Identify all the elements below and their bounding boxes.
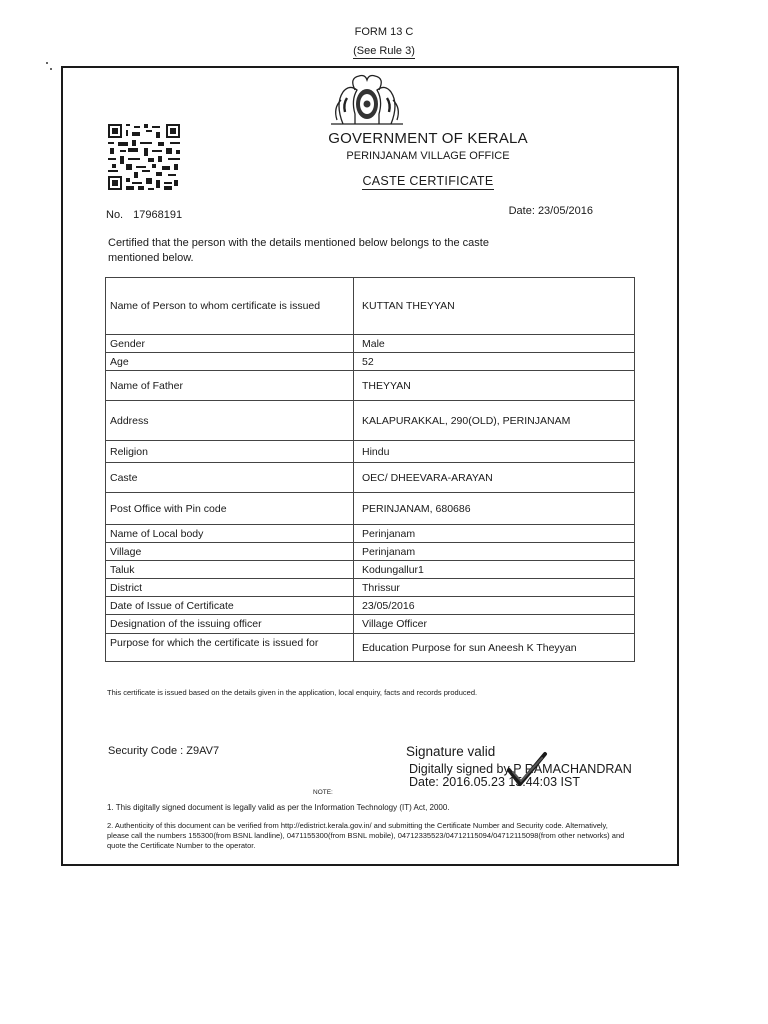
table-row (106, 634, 635, 662)
note-heading: NOTE: (313, 789, 333, 796)
row-label: Taluk (106, 561, 354, 579)
scan-speck (50, 68, 52, 70)
table-row (106, 597, 635, 615)
row-value: KALAPURAKKAL, 290(OLD), PERINJANAM (354, 401, 635, 441)
table-row (106, 579, 635, 597)
table-row (106, 463, 635, 493)
certificate-number (106, 209, 182, 221)
row-value: PERINJANAM, 680686 (354, 493, 635, 525)
table-row (106, 525, 635, 543)
row-value: OEC/ DHEEVARA-ARAYAN (354, 463, 635, 493)
row-value: 52 (354, 353, 635, 371)
row-value: Village Officer (354, 615, 635, 634)
row-label: Name of Father (106, 371, 354, 401)
certificate-frame (61, 66, 679, 866)
row-label: Address (106, 401, 354, 441)
table-row (106, 371, 635, 401)
row-value: Education Purpose for sun Aneesh K Theyyan (354, 634, 635, 662)
row-value: Male (354, 335, 635, 353)
note-item: 1. This digitally signed document is legally valid as per the Information Technology (IT) Act, 2000. (107, 803, 450, 812)
table-row (106, 493, 635, 525)
table-row (106, 401, 635, 441)
row-label: Name of Local body (106, 525, 354, 543)
certificate-date: Date: 23/05/2016 (508, 205, 593, 217)
row-label: Post Office with Pin code (106, 493, 354, 525)
number-value: 17968191 (133, 209, 183, 221)
row-label: Religion (106, 441, 354, 463)
row-label: Name of Person to whom certificate is issued (106, 278, 354, 335)
row-value: Thrissur (354, 579, 635, 597)
row-label: Village (106, 543, 354, 561)
row-label: Designation of the issuing officer (106, 615, 354, 634)
signature-valid: Signature valid (406, 744, 496, 759)
village-office: PERINJANAM VILLAGE OFFICE (346, 150, 510, 162)
row-value: Perinjanam (354, 525, 635, 543)
row-label: Age (106, 353, 354, 371)
table-row (106, 441, 635, 463)
row-label: Date of Issue of Certificate (106, 597, 354, 615)
row-value: Hindu (354, 441, 635, 463)
row-value: Perinjanam (354, 543, 635, 561)
form-number: FORM 13 C (354, 26, 414, 38)
issuance-note: This certificate is issued based on the details given in the application, local enquiry, facts and records produced. (107, 688, 478, 697)
details-table (105, 277, 635, 662)
rule-reference-text: (See Rule 3) (353, 45, 415, 57)
certification-statement: Certified that the person with the details mentioned below belongs to the caste mentioned below. (108, 237, 489, 264)
signed-by: Digitally signed by P RAMACHANDRAN (409, 762, 632, 776)
row-value: THEYYAN (354, 371, 635, 401)
table-row (106, 543, 635, 561)
government-title: GOVERNMENT OF KERALA (328, 130, 528, 147)
note-item: 2. Authenticity of this document can be verified from http://edistrict.kerala.gov.in/ and submitting the Certificate Number and Security code. Alternatively, please call the numbers 155300(from BSNL landline), 0471155300(from BSNL mobile), 04712335523/04712115094/04712115098(from other networks) and quote the Certificate Number to the operator. (107, 821, 625, 850)
scan-speck (46, 62, 48, 64)
check-mark-icon (505, 750, 549, 790)
security-code: Security Code : Z9AV7 (108, 745, 220, 757)
signed-date: Date: 2016.05.23 15:44:03 IST (409, 775, 580, 789)
table-row (106, 335, 635, 353)
row-value: KUTTAN THEYYAN (354, 278, 635, 335)
row-label: Gender (106, 335, 354, 353)
row-value: 23/05/2016 (354, 597, 635, 615)
row-value: Kodungallur1 (354, 561, 635, 579)
rule-reference (0, 45, 768, 57)
table-row (106, 278, 635, 335)
number-label: No. (106, 209, 124, 221)
row-label: Purpose for which the certificate is issued for (106, 634, 354, 662)
table-row (106, 561, 635, 579)
row-label: District (106, 579, 354, 597)
table-row (106, 353, 635, 371)
certificate-title (121, 174, 735, 188)
row-label: Caste (106, 463, 354, 493)
kerala-emblem-icon (325, 74, 409, 128)
table-row (106, 615, 635, 634)
certificate-title-text: CASTE CERTIFICATE (362, 174, 494, 188)
